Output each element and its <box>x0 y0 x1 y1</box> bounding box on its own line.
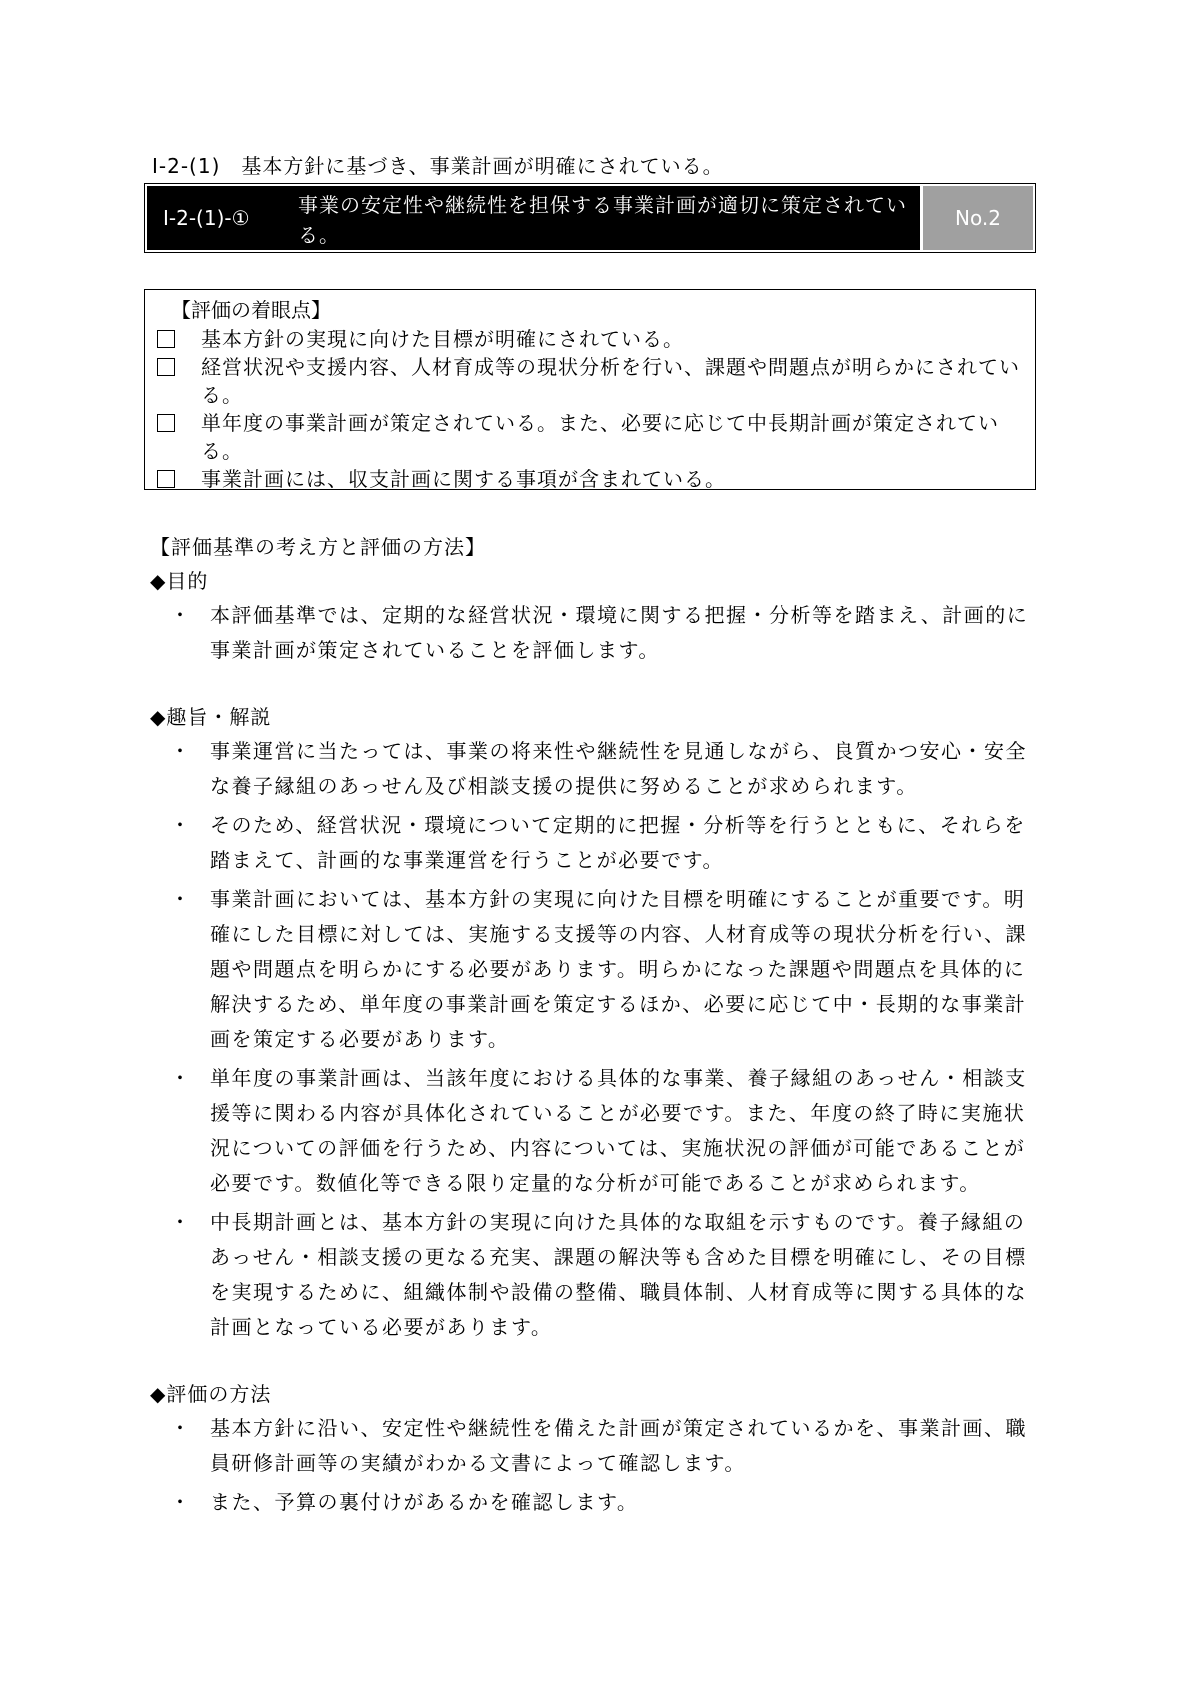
bullet-text: 事業計画においては、基本方針の実現に向けた目標を明確にすることが重要です。明確にした目標に対しては、実施する支援等の内容、人材育成等の現状分析を行い、課題や問題点を明らかにする必要があります。明らかになった課題や問題点を具体的に解決するため、単年度の事業計画を策定するほか、必要に応じて中・長期的な事業計画を策定する必要があります。 <box>210 887 1027 1051</box>
bullet-icon: ・ <box>170 1416 190 1440</box>
bullet-icon: ・ <box>170 1210 190 1234</box>
bullet-icon: ・ <box>170 603 190 627</box>
section-heading: Ⅰ-2-(1) 基本方針に基づき、事業計画が明確にされている。 <box>152 154 724 178</box>
intent-heading: ◆趣旨・解説 <box>150 705 272 729</box>
checkbox-icon[interactable] <box>157 330 175 348</box>
evaluation-point-text: 経営状況や支援内容、人材育成等の現状分析を行い、課題や問題点が明らかにされている。 <box>201 355 1020 407</box>
evaluation-point-item <box>157 325 1025 353</box>
criterion-title-bar <box>144 183 1036 253</box>
criteria-heading: 【評価基準の考え方と評価の方法】 <box>150 535 486 559</box>
bullet-text: 本評価基準では、定期的な経営状況・環境に関する把握・分析等を踏まえ、計画的に事業計画が策定されていることを評価します。 <box>210 603 1029 662</box>
bullet-icon: ・ <box>170 887 190 911</box>
criterion-code: Ⅰ-2-(1)-① <box>147 186 292 250</box>
intent-bullet <box>150 1205 1040 1345</box>
intent-bullet <box>150 1061 1040 1201</box>
purpose-bullet <box>150 598 1040 668</box>
evaluation-point-item <box>157 409 1025 465</box>
criteria-body <box>150 530 1040 1520</box>
checkbox-icon[interactable] <box>157 358 175 376</box>
bullet-text: そのため、経営状況・環境について定期的に把握・分析等を行うとともに、それらを踏まえて、計画的な事業運営を行うことが必要です。 <box>210 813 1026 872</box>
intent-bullet <box>150 808 1040 878</box>
method-bullet <box>150 1485 1040 1520</box>
method-heading: ◆評価の方法 <box>150 1382 272 1406</box>
evaluation-points-header: 【評価の着眼点】 <box>171 298 331 322</box>
intent-bullet <box>150 734 1040 804</box>
evaluation-point-text: 単年度の事業計画が策定されている。また、必要に応じて中長期計画が策定されている。 <box>201 411 999 463</box>
bullet-text: また、予算の裏付けがあるかを確認します。 <box>210 1490 639 1514</box>
intent-bullet <box>150 882 1040 1057</box>
criterion-number: No.2 <box>920 186 1033 250</box>
evaluation-point-item <box>157 353 1025 409</box>
bullet-icon: ・ <box>170 813 190 837</box>
evaluation-point-text: 基本方針の実現に向けた目標が明確にされている。 <box>201 327 684 351</box>
purpose-heading: ◆目的 <box>150 569 209 593</box>
bullet-icon: ・ <box>170 1066 190 1090</box>
evaluation-point-item <box>157 465 1025 493</box>
bullet-text: 中長期計画とは、基本方針の実現に向けた具体的な取組を示すものです。養子縁組のあっせん・相談支援の更なる充実、課題の解決等も含めた目標を明確にし、その目標を実現するために、組織体制や設備の整備、職員体制、人材育成等に関する具体的な計画となっている必要があります。 <box>210 1210 1027 1339</box>
evaluation-points-box <box>144 289 1036 490</box>
bullet-text: 基本方針に沿い、安定性や継続性を備えた計画が策定されているかを、事業計画、職員研修計画等の実績がわかる文書によって確認します。 <box>210 1416 1027 1475</box>
bullet-text: 事業運営に当たっては、事業の将来性や継続性を見通しながら、良質かつ安心・安全な養子縁組のあっせん及び相談支援の提供に努めることが求められます。 <box>210 739 1027 798</box>
bullet-icon: ・ <box>170 739 190 763</box>
method-bullet <box>150 1411 1040 1481</box>
evaluation-point-text: 事業計画には、収支計画に関する事項が含まれている。 <box>201 467 726 491</box>
bullet-icon: ・ <box>170 1490 190 1514</box>
bullet-text: 単年度の事業計画は、当該年度における具体的な事業、養子縁組のあっせん・相談支援等に関わる内容が具体化されていることが必要です。また、年度の終了時に実施状況についての評価を行うため、内容については、実施状況の評価が可能であることが必要です。数値化等できる限り定量的な分析が可能であることが求められます。 <box>210 1066 1027 1195</box>
checkbox-icon[interactable] <box>157 414 175 432</box>
checkbox-icon[interactable] <box>157 470 175 488</box>
criterion-title: 事業の安定性や継続性を担保する事業計画が適切に策定されている。 <box>292 186 920 250</box>
